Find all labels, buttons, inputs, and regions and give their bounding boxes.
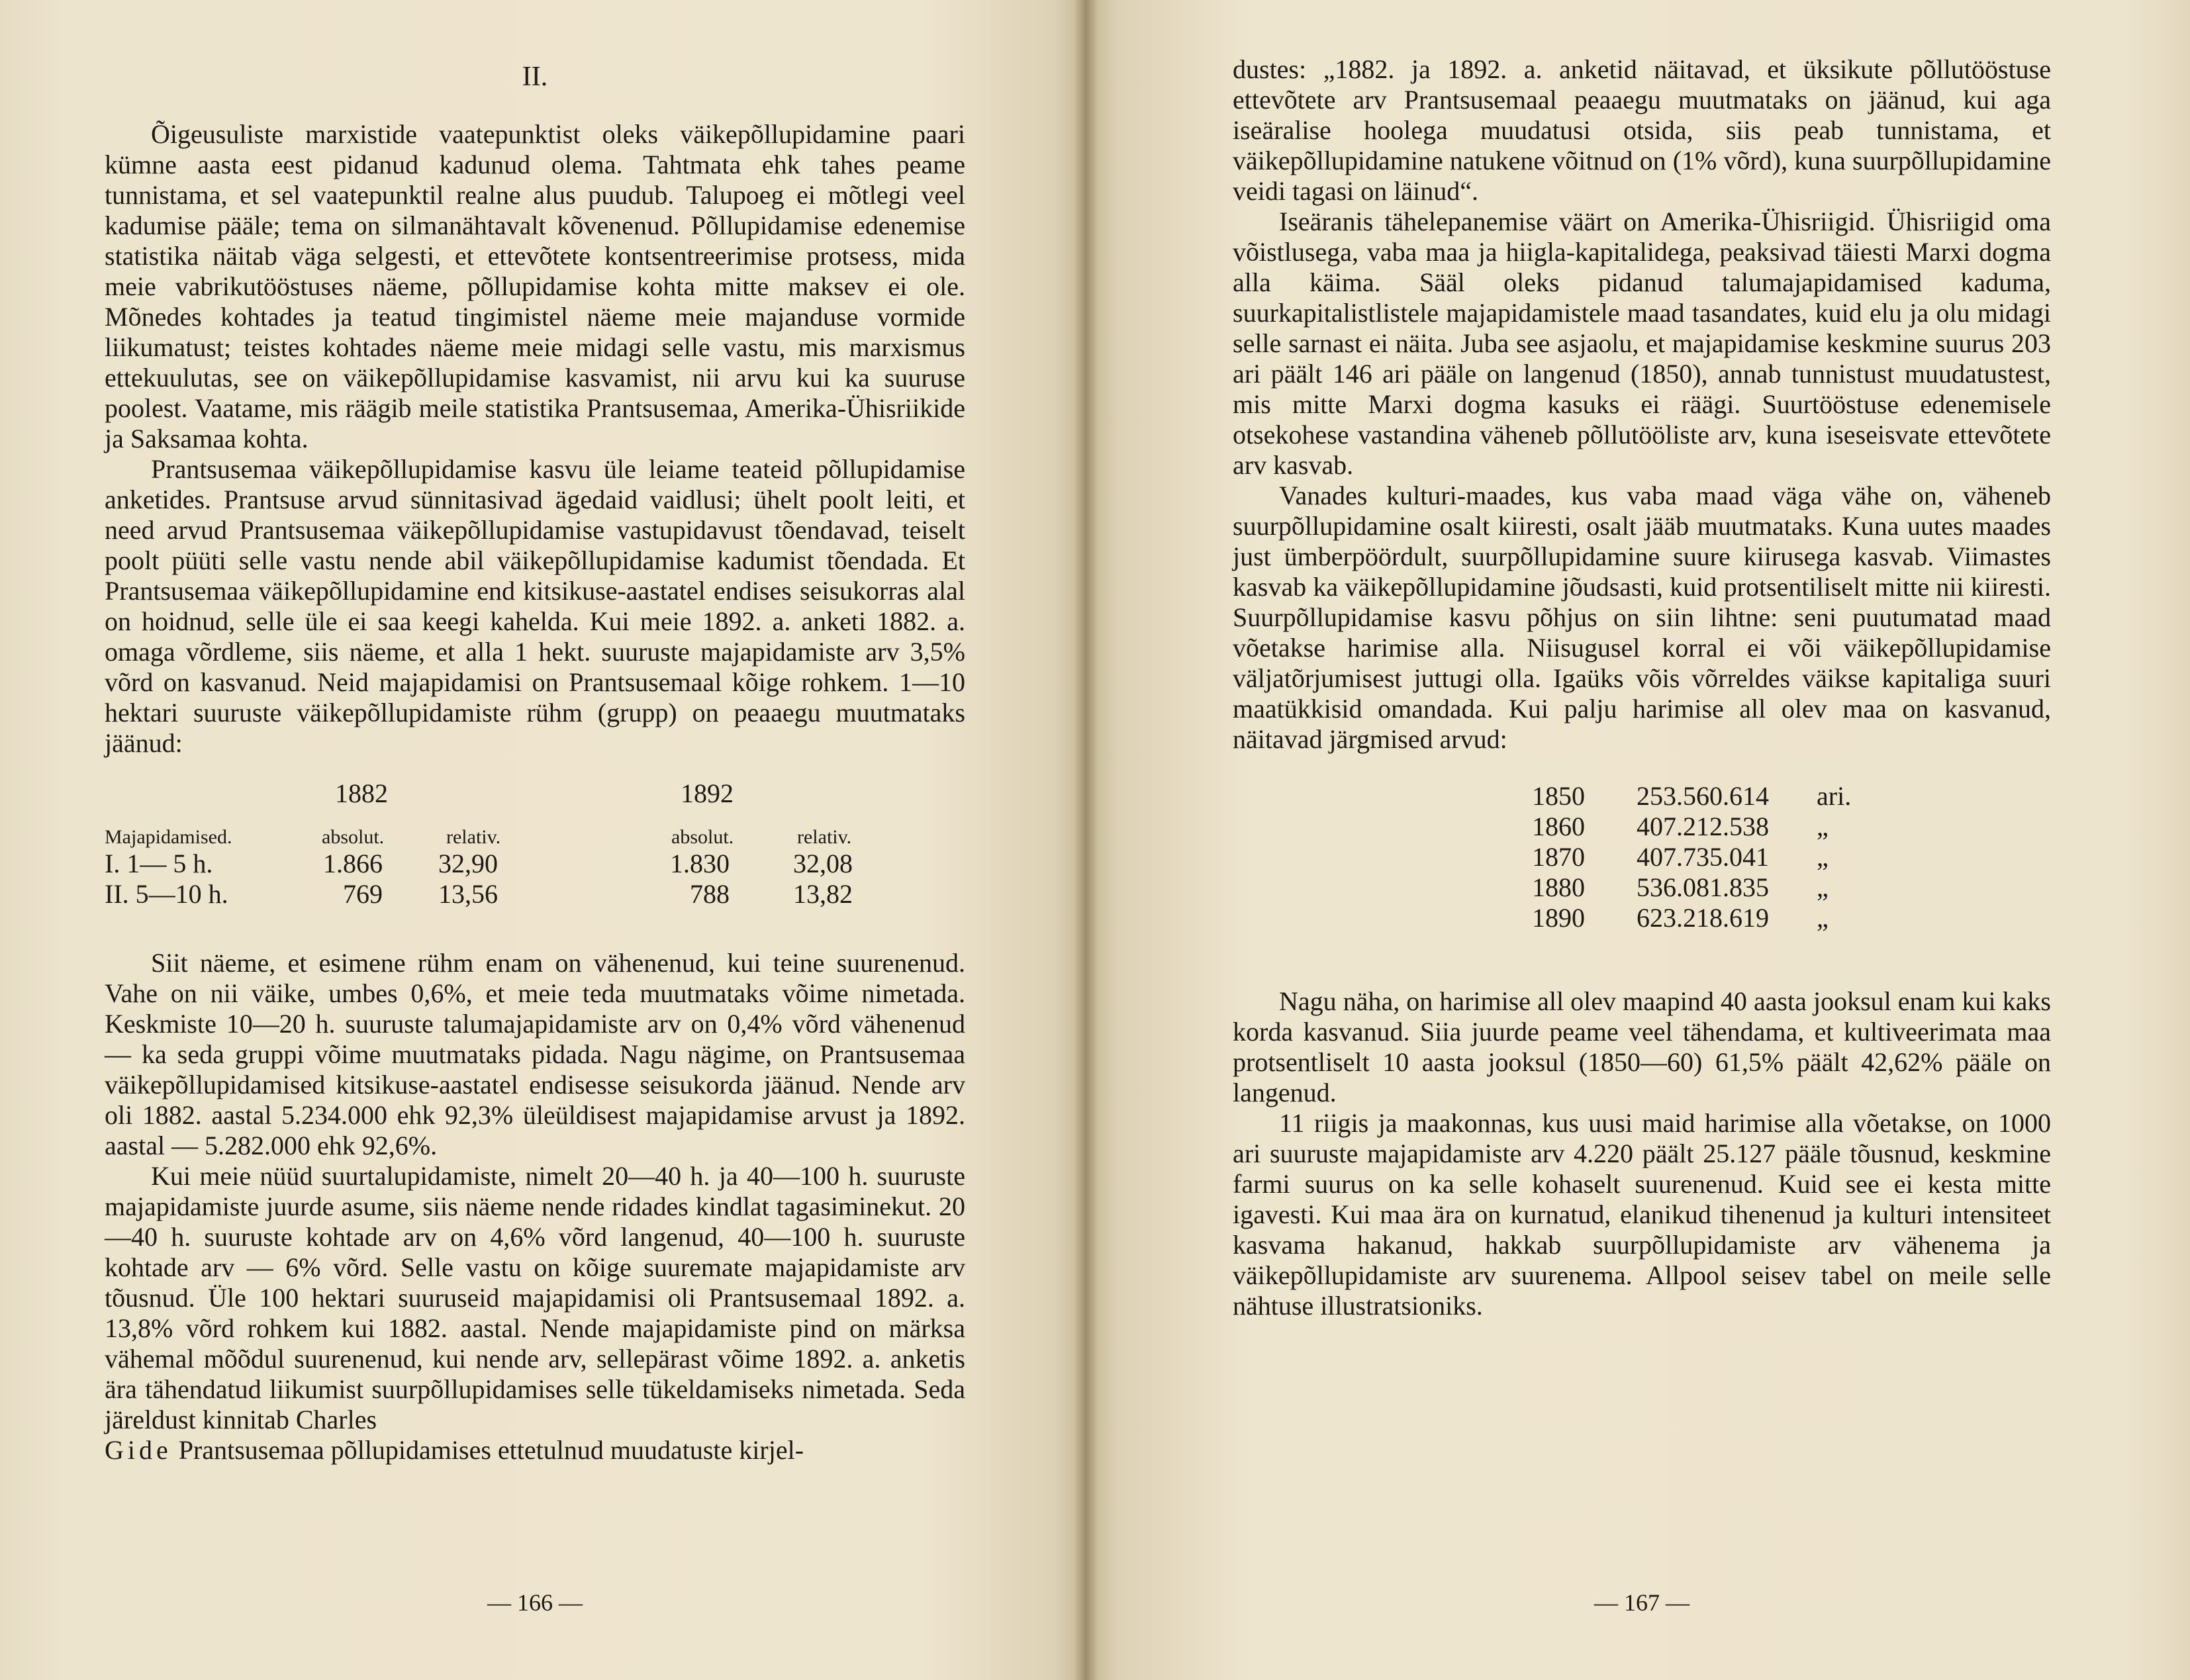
row-label: I. 1— 5 h.	[105, 849, 213, 878]
label-header: Majapidamised.	[105, 826, 232, 848]
book-gutter	[1074, 0, 1098, 1680]
cell-rel-1882: 13,56	[438, 879, 498, 909]
area-year: 1880	[1532, 872, 1585, 902]
paragraph: Siit näeme, et esimene rühm enam on vähenenud, kui teine suurenenud. Vahe on nii väike, umbes 0,6%, et meie teda muutmataks võime nimetada. Keskmiste 10—20 h. suuruste talumajapidamiste arv on 0,4% võrd vähenenud — ka seda gruppi võime muutmataks pidada. Nagu nägime, on Prantsusemaa väikepõllupidamised kitsikuse-aastatel endisesse seisukorda jäänud. Nende arv oli 1882. aastal 5.234.000 ehk 92,3% üleüldisest majapidamise arvust ja 1892. aastal — 5.282.000 ehk 92,6%.	[105, 948, 965, 1160]
area-value: 253.560.614	[1637, 781, 1769, 811]
paragraph-last-line	[105, 1435, 965, 1466]
year-header-1892: 1892	[681, 778, 734, 808]
col-relativ-1892: relativ.	[797, 826, 852, 848]
cell-rel-1882: 32,90	[438, 849, 498, 878]
area-unit: „	[1817, 872, 1829, 902]
section-heading: II.	[522, 62, 548, 92]
cell-abs-1892: 1.830	[670, 849, 730, 878]
cell-rel-1892: 32,08	[793, 849, 853, 878]
area-value: 407.212.538	[1637, 812, 1769, 841]
left-page	[0, 0, 1086, 1680]
col-relativ-1882: relativ.	[446, 826, 501, 848]
paragraph: Iseäranis tähelepanemise väärt on Amerika-Ühisriigid. Ühisriigid oma võistlusega, vaba maa ja hiigla-kapitalidega, peaksivad täiesti Marxi dogma alla käima. Sääl oleks pidanud talumajapidamised kaduma, suurkapitalistlistele majapidamistele maad tasandates, kuid elu ja olu midagi selle sarnast ei näita. Juba see asjaolu, et majapidamise keskmine suurus 203 ari päält 146 ari pääle on langenud (1850), annab tunnistust muudatustest, mis mitte Marxi dogma kasuks ei räägi. Suurtööstuse edenemisele otsekohese vastandina väheneb põllutööliste arv, kuna iseseisvate ettevõtete arv kasvab.	[1233, 207, 2051, 480]
area-unit: „	[1817, 812, 1829, 841]
cell-abs-1882: 769	[343, 879, 383, 909]
col-absolut-1882: absolut.	[322, 826, 385, 848]
page-number: — 166 —	[487, 1589, 583, 1616]
last-line-text: Prantsusemaa põllupidamises ettetulnud muudatuste kirjel-	[171, 1435, 804, 1465]
paragraph: Nagu näha, on harimise all olev maapind 40 aasta jooksul enam kui kaks korda kasvanud. Siia juurde peame veel tähendama, et kultiveerimata maa protsentliselt 10 aasta jooksul (1850—60) 61,5% päält 42,62% pääle on langenud.	[1233, 986, 2051, 1107]
left-page-text	[105, 119, 965, 1466]
area-year: 1860	[1532, 812, 1585, 841]
area-year: 1850	[1532, 781, 1585, 811]
area-year: 1870	[1532, 842, 1585, 872]
area-unit: ari.	[1817, 781, 1852, 811]
cultivated-area-table	[1233, 781, 2051, 947]
year-header-1882: 1882	[335, 778, 388, 808]
table-row	[1233, 903, 2051, 933]
area-value: 407.735.041	[1637, 842, 1769, 872]
area-unit: „	[1817, 903, 1829, 933]
paragraph: Kui meie nüüd suurtalupidamiste, nimelt 20—40 h. ja 40—100 h. suuruste majapidamiste juurde asume, siis näeme nende ridades kindlat tagasiminekut. 20—40 h. suuruste kohtade arv on 4,6% võrd langenud, 40—100 h. suuruste kohtade arv — 6% võrd. Selle vastu on kõige suuremate majapidamiste arv tõusnud. Üle 100 hektari suuruseid majapidamisi oli Prantsusemaal 1892. a. 13,8% võrd rohkem kui 1882. aastal. Nende majapidamiste pind on märksa vähemal mõõdul suurenenud, kui nende arv, sellepärast võime 1892. a. anketis ära tähendatud liikumist suurpõllupidamises selle tükeldamiseks nimetada. Seda järeldust kinnitab Charles	[105, 1161, 965, 1434]
household-table	[105, 772, 965, 909]
area-value: 623.218.619	[1637, 903, 1769, 933]
author-name: Gide	[105, 1435, 172, 1465]
table-row	[1233, 872, 2051, 903]
area-year: 1890	[1532, 903, 1585, 933]
cell-abs-1882: 1.866	[323, 849, 383, 878]
area-value: 536.081.835	[1637, 872, 1769, 902]
paragraph: Õigeusuliste marxistide vaatepunktist oleks väikepõllupidamine paari kümne aasta eest pidanud kadunud olema. Tahtmata ehk tahes peame tunnistama, et sel vaatepunktil realne alus puudub. Talupoeg ei mõtlegi veel kadumise pääle; tema on silmanähtavalt kõvenenud. Põllupidamise edenemise statistika näitab väga selgesti, et ettevõtete kontsentreerimise protsess, mida meie vabrikutööstuses näeme, põllupidamise kohta mitte maksev ei ole. Mõnedes kohtades ja teatud tingimistel näeme meie majanduse vormide liikumatust; teistes kohtades näeme meie midagi selle vastu, mis marxismus ettekuulutas, see on väikepõllupidamise kasvamist, nii arvu kui ka suuruse poolest. Vaatame, mis räägib meile statistika Prantsusemaa, Amerika-Ühisriikide ja Saksamaa kohta.	[105, 119, 965, 453]
right-page	[1086, 0, 2190, 1680]
table-row	[1233, 781, 2051, 812]
page-number: — 167 —	[1594, 1589, 1690, 1616]
cell-abs-1892: 788	[690, 879, 730, 909]
cell-rel-1892: 13,82	[793, 879, 853, 909]
table-row	[1233, 842, 2051, 872]
paragraph: dustes: „1882. ja 1892. a. anketid näitavad, et üksikute põllutööstuse ettevõtete arv Prantsusemaal peaaegu muutmataks on jäänud, kui aga iseäralise hoolega muudatusi otsida, siis peab tunnistama, et väikepõllupidamine natukene võitnud on (1% võrd), kuna suurpõllupidamine veidi tagasi on läinud“.	[1233, 54, 2051, 206]
row-label: II. 5—10 h.	[105, 879, 228, 909]
area-unit: „	[1817, 842, 1829, 872]
paragraph: Prantsusemaa väikepõllupidamise kasvu üle leiame teateid põllupidamise anketides. Prantsuse arvud sünnitasivad ägedaid vaidlusi; ühelt poolt leiti, et need arvud Prantsusemaa väikepõllupidamise vastupidavust tõendavad, teiselt poolt püüti selle vastu nende abil väikepõllupidamise kadumist tõendada. Et Prantsusemaa väikepõllupidamine end kitsikuse-aastatel endises seisukorras alal on hoidnud, selle üle ei saa keegi kahelda. Kui meie 1892. a. anketi 1882. a. omaga võrdleme, siis näeme, et alla 1 hekt. suuruste majapidamiste arv 3,5% võrd on kasvanud. Neid majapidamisi on Prantsusemaal kõige rohkem. 1—10 hektari suuruste väikepõllupidamiste rühm (grupp) on peaaegu muutmataks jäänud:	[105, 454, 965, 758]
col-absolut-1892: absolut.	[671, 826, 734, 848]
paragraph: Vanades kulturi-maades, kus vaba maad väga vähe on, väheneb suurpõllupidamine osalt kiiresti, osalt jääb muutmataks. Kuna uutes maades just ümberpöördult, suurpõllupidamine suure kiirusega kasvab. Viimastes kasvab ka väikepõllupidamine jõudsasti, kuid protsentiliselt mitte nii kiiresti. Suurpõllupidamise kasvu põhjus on siin lihtne: seni puutumatad maad võetakse harimise alla. Niisugusel korral ei või väikepõllupidamise väljatõrjumisest juttugi olla. Igaüks võis võrreldes väikse kapitaliga suuri maatükkisid omandada. Kui palju harimise all olev maa on kasvanud, näitavad järgmised arvud:	[1233, 481, 2051, 754]
table-row	[1233, 812, 2051, 842]
right-page-text	[1233, 54, 2051, 1321]
paragraph: 11 riigis ja maakonnas, kus uusi maid harimise alla võetakse, on 1000 ari suuruste majapidamiste arv 4.220 päält 25.127 pääle tõusnud, keskmine farmi suurus on ka selle kohaselt suurenenud. Kuid see ei kesta mitte igavesti. Kui maa ära on kurnatud, elanikud tihenenud ja kulturi intensiteet kasvama hakanud, hakkab suurpõllupidamiste arv vähenema ja väikepõllupidamiste arv suurenema. Allpool seisev tabel on meile selle nähtuse illustratsioniks.	[1233, 1108, 2051, 1321]
